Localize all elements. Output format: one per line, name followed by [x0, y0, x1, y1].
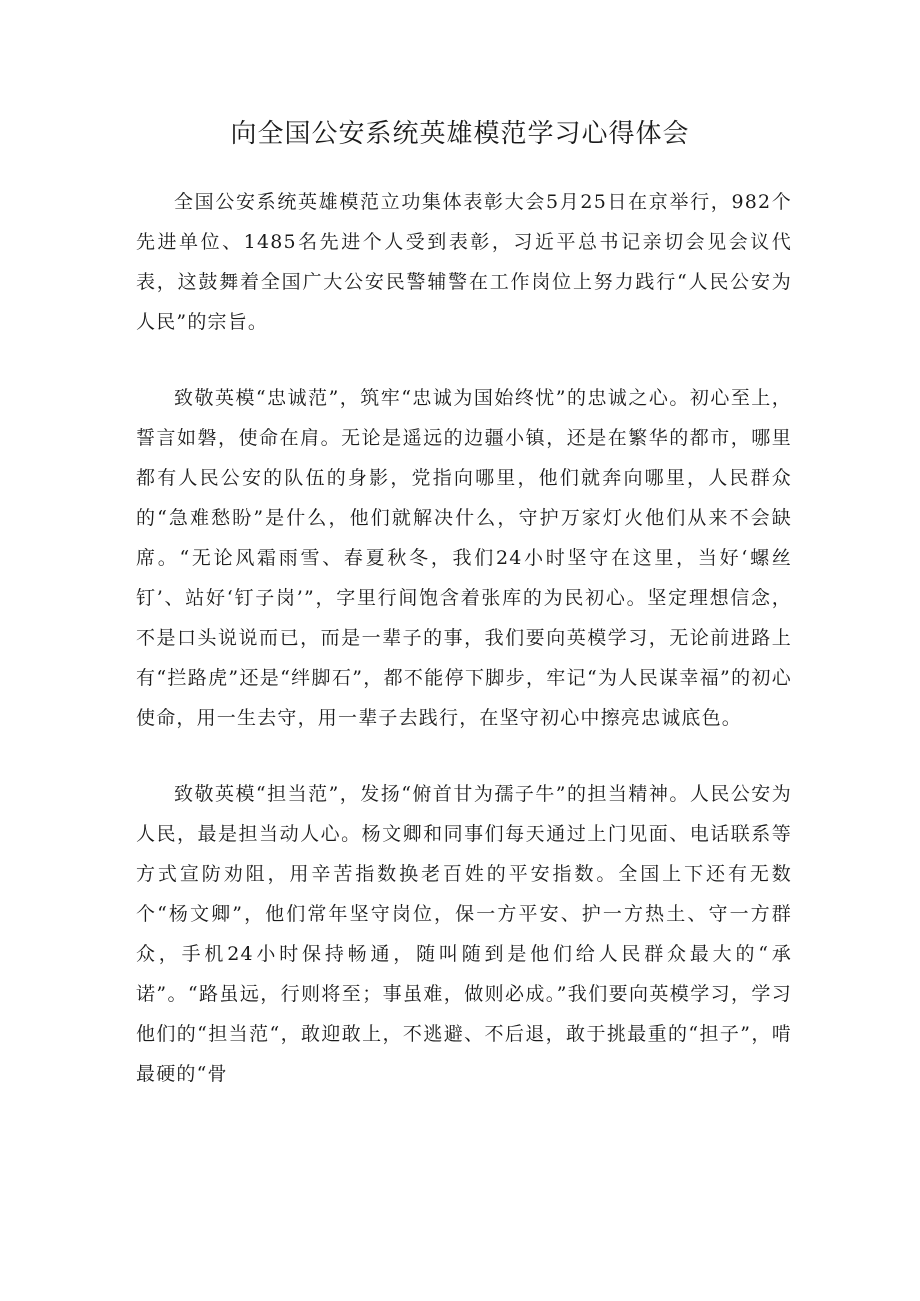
paragraph-loyalty: 致敬英模“忠诚范”，筑牢“忠诚为国始终忧”的忠诚之心。初心至上，誓言如磐，使命在肩。无论是遥远的边疆小镇，还是在繁华的都市，哪里都有人民公安的队伍的身影，党指向哪里，他们就奔向哪里，人民群众的“急难愁盼”是什么，他们就解决什么，守护万家灯火他们从来不会缺席。“无论风霜雨雪、春夏秋冬，我们24小时坚守在这里，当好‘螺丝钉’、站好‘钉子岗’”，字里行间饱含着张库的为民初心。坚定理想信念，不是口头说说而已，而是一辈子的事，我们要向英模学习，无论前进路上有“拦路虎”还是“绊脚石”，都不能停下脚步，牢记“为人民谋幸福”的初心使命，用一生去守，用一辈子去践行，在坚守初心中擦亮忠诚底色。 — [136, 387, 792, 729]
document-body — [136, 182, 792, 1094]
paragraph-intro: 全国公安系统英雄模范立功集体表彰大会5月25日在京举行，982个先进单位、1485名先进个人受到表彰，习近平总书记亲切会见会议代表，这鼓舞着全国广大公安民警辅警在工作岗位上努力践行“人民公安为人民”的宗旨。 — [136, 191, 792, 333]
document-title: 向全国公安系统英雄模范学习心得体会 — [230, 119, 690, 149]
paragraph-responsibility: 致敬英模“担当范”，发扬“俯首甘为孺子牛”的担当精神。人民公安为人民，最是担当动人心。杨文卿和同事们每天通过上门见面、电话联系等方式宣防劝阻，用辛苦指数换老百姓的平安指数。全国上下还有无数个“杨文卿”，他们常年坚守岗位，保一方平安、护一方热土、守一方群众，手机24小时保持畅通，随叫随到是他们给人民群众最大的“承诺”。“路虽远，行则将至；事虽难，做则必成。”我们要向英模学习，学习他们的“担当范“，敢迎敢上，不逃避、不后退，敢于挑最重的“担子”，啃最硬的“骨 — [136, 783, 792, 1085]
